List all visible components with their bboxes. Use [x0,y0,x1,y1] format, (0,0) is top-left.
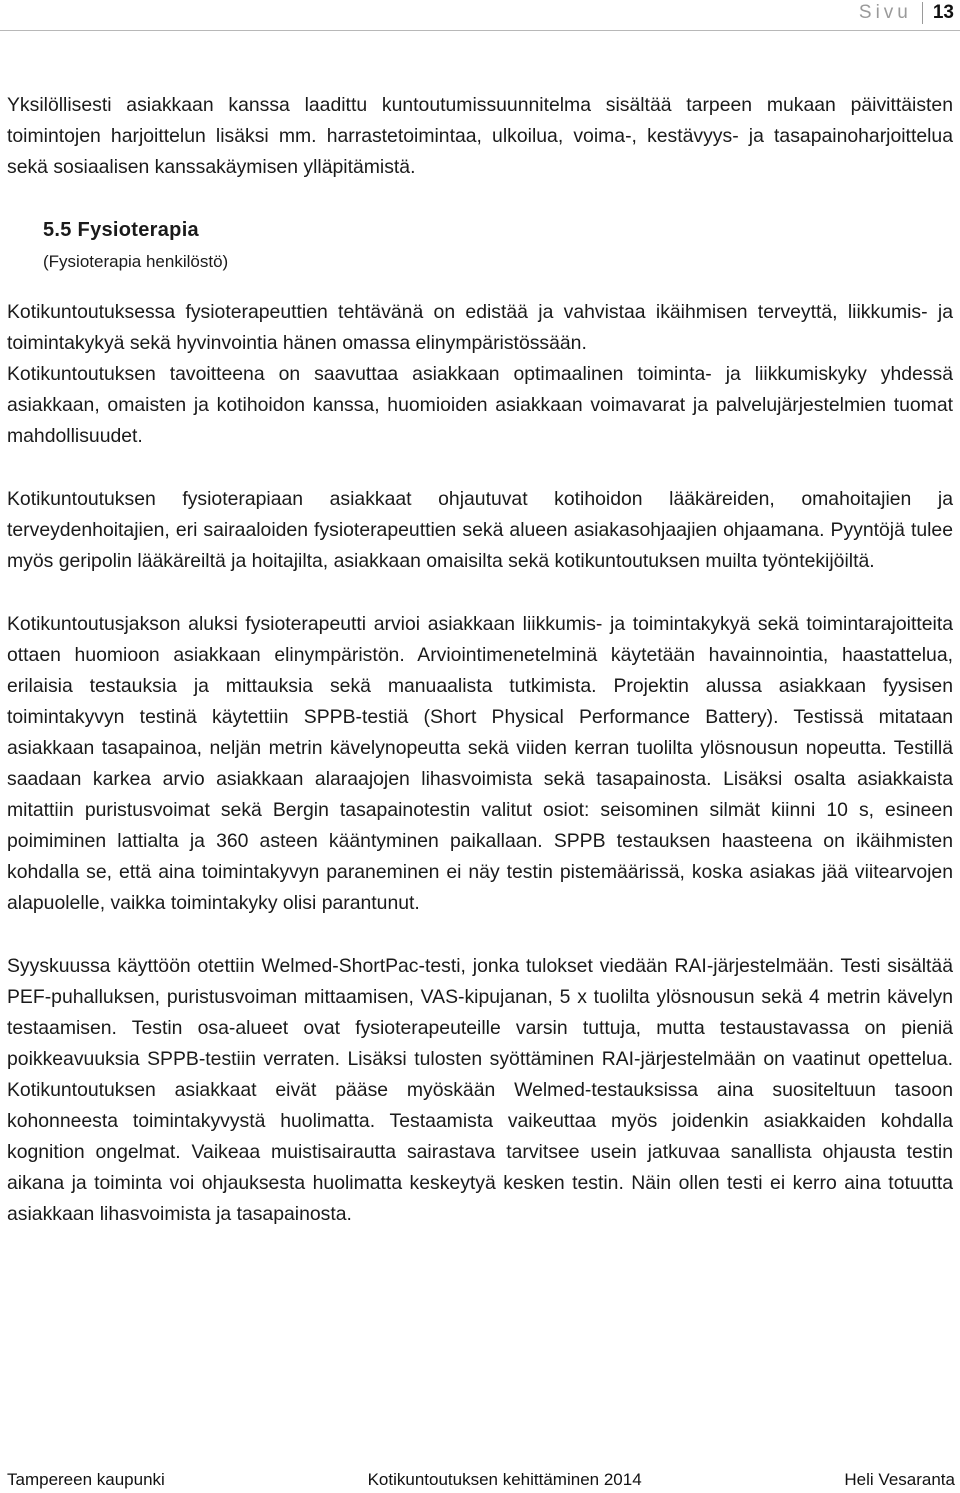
page-label: Sivu [858,2,912,23]
section-subtitle: (Fysioterapia henkilöstö) [43,252,229,271]
header-divider [0,30,960,31]
page-header [859,0,954,26]
body-paragraph: Kotikuntoutuksen tavoitteena on saavuttaa asiakkaan optimaalinen toiminta- ja liikkumiskyky yhdessä asiakkaan, omaisten ja kotihoidon kanssa, huomioiden asiakkaan voimavarat ja palvelujärjestelmien tuomat mahdollisuudet. [7,363,953,447]
body-paragraph: Syyskuussa käyttöön otettiin Welmed-ShortPac-testi, jonka tulokset viedään RAI-järjestelmään. Testi sisältää PEF-puhalluksen, puristusvoiman mittaamisen, VAS-kipujanan, 5 x tuolilta ylösnousun sekä 4 metrin kävelyn testaamisen. Testin osa-alueet ovat fysioterapeuteille varsin tuttuja, mutta testaustavassa on pieniä poikkeavuuksia SPPB-testiin verraten. Lisäksi tulosten syöttäminen RAI-järjestelmään on vaatinut opettelua. Kotikuntoutuksen asiakkaat eivät pääse myöskään Welmed-testauksissa aina suositeltuun tasoon kohonneesta toimintakyvystä huolimatta. Testaamista vaikeuttaa myös joidenkin asiakkaiden kohdalla kognition ongelmat. Vaikeaa muistisairautta sairastava tarvitsee usein jatkuvaa sanallista ohjausta testin aikana ja toiminta voi ohjauksesta huolimatta keskeytyä kesken testin. Näin ollen testi ei kerro aina totuutta asiakkaan lihasvoimista ja tasapainosta. [7,955,953,1225]
section-heading: 5.5 Fysioterapia [43,219,199,241]
intro-paragraph: Yksilöllisesti asiakkaan kanssa laadittu kuntoutumissuunnitelma sisältää tarpeen mukaan päivittäisten toimintojen harjoittelun lisäksi mm. harrastetoimintaa, ulkoilua, voima-, kestävyys- ja tasapainoharjoittelua sekä sosiaalisen kanssakäymisen ylläpitämistä. [7,94,953,178]
body-paragraph: Kotikuntoutuksen fysioterapiaan asiakkaat ohjautuvat kotihoidon lääkäreiden, omahoitajien ja terveydenhoitajien, eri sairaaloiden fysioterapeuttien sekä alueen asiakasohjaajien ohjaamana. Pyyntöjä tulee myös geripolin lääkäreiltä ja hoitajilta, asiakkaan omaisilta sekä kotikuntoutuksen muilta työntekijöiltä. [7,488,953,572]
footer-author: Heli Vesaranta [844,1470,955,1489]
footer-organization: Tampereen kaupunki [7,1470,165,1489]
document-body [7,90,953,1262]
body-paragraph: Kotikuntoutuksessa fysioterapeuttien tehtävänä on edistää ja vahvistaa ikäihmisen terveyttä, liikkumis- ja toimintakykyä sekä hyvinvointia hänen omassa elinympäristössään. [7,301,953,354]
footer-document-title: Kotikuntoutuksen kehittäminen 2014 [367,1470,642,1489]
body-paragraph: Kotikuntoutusjakson aluksi fysioterapeutti arvioi asiakkaan liikkumis- ja toimintakykyä sekä toimintarajoitteita ottaen huomioon asiakkaan elinympäristön. Arviointimenetelminä käytetään havainnointia, haastattelua, erilaisia testauksia ja mittauksia sekä manuaalista tutkimista. Projektin alussa asiakkaan fyysisen toimintakyvyn testinä käytettiin SPPB-testiä (Short Physical Performance Battery). Testissä mitataan asiakkaan tasapainoa, neljän metrin kävelynopeutta sekä viiden kerran tuolilta ylösnousun nopeutta. Testillä saadaan karkea arvio asiakkaan alaraajojen lihasvoimista sekä tasapainosta. Lisäksi osalta asiakkaista mitattiin puristusvoimat sekä Bergin tasapainotestin valitut osiot: seisominen silmät kiinni 10 s, esineen poimiminen lattialta ja 360 asteen kääntyminen paikallaan. SPPB testauksen haasteena on ikäihmisten kohdalla se, että aina toimintakyvyn paraneminen ei näy testin pistemäärissä, koska asiakas jää viitearvojen alapuolelle, vaikka toimintakyky olisi parantunut. [7,613,953,914]
page-number: 13 [922,2,954,24]
page-footer [7,1467,955,1493]
